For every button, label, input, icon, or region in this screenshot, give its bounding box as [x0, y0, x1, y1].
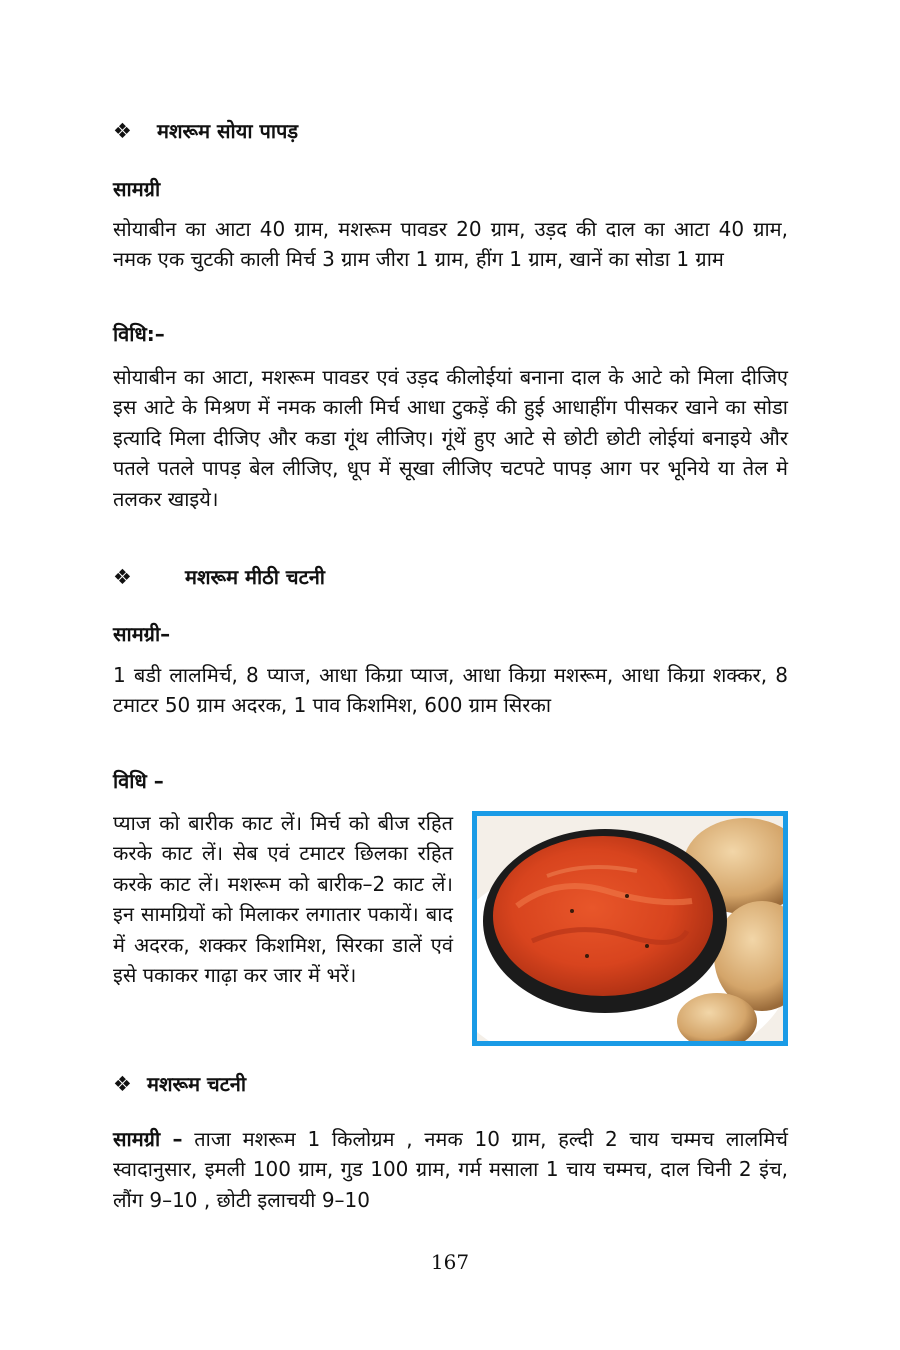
section-2-title	[113, 563, 325, 590]
section-1-ingredients: सोयाबीन का आटा 40 ग्राम, मशरूम पावडर 20 ग्राम, उड़द की दाल का आटा 40 ग्राम, नमक एक चुटकी काली मिर्च 3 ग्राम जीरा 1 ग्राम, हींग 1 ग्राम, खानें का सोडा 1 ग्राम	[113, 217, 788, 272]
section-3-ingredients-text: ताजा मशरूम 1 किलोग्रम , नमक 10 ग्राम, हल्दी 2 चाय चम्मच लालमिर्च स्वादानुसार, इमली 100 ग्राम, गुड 100 ग्राम, गर्म मसाला 1 चाय चम्मच, दाल चिनी 2 इंच, लौंग 9–10 , छोटी इलाचयी 9–10	[113, 1127, 789, 1212]
section-1-ingredients-label: सामग्री	[113, 177, 161, 201]
section-1-method: सोयाबीन का आटा, मशरूम पावडर एवं उड़द कीलोईयां बनाना दाल के आटे को मिला दीजिए इस आटे के मिश्रण में नमक काली मिर्च आधा टुकड़ें की हुई आधाहींग पीसकर खाने का सोडा इत्यादि मिला दीजिए और कडा गूंथ लीजिए। गूंथें हुए आटे से छोटी छोटी लोईयां बनाइये और पतले पतले पापड़ बेल लीजिए, धूप में सूखा लीजिए चटपटे पापड़ आग पर भूनिये या तेल मे तलकर खाइये।	[113, 365, 788, 511]
section-2-method-label: विधि –	[113, 769, 164, 793]
section-3-ingredients	[113, 1124, 788, 1215]
section-3-title	[113, 1070, 246, 1097]
section-3-title-text: मशरूम चटनी	[147, 1072, 247, 1096]
section-2-ingredients-label: सामग्री–	[113, 622, 171, 646]
section-1-title	[113, 117, 298, 144]
diamond-bullet-icon: ❖	[113, 565, 132, 589]
section-1-method-label: विधि:–	[113, 322, 165, 346]
section-2-method: प्याज को बारीक काट लें। मिर्च को बीज रहित करके काट लें। सेब एवं टमाटर छिलका रहित करके काट लें। मशरूम को बारीक–2 काट लें। इन सामग्रियों को मिलाकर लगातार पकायें। बाद में अदरक, शक्कर किशमिश, सिरका डालें एवं इसे पकाकर गाढ़ा कर जार में भरें।	[113, 811, 453, 988]
section-1-title-text: मशरूम सोया पापड़	[157, 119, 299, 143]
section-3-ingredients-label: सामग्री –	[113, 1127, 183, 1151]
chutney-bowl-illustration	[477, 816, 783, 1041]
chutney-photo	[472, 811, 788, 1046]
section-2-ingredients: 1 बडी लालमिर्च, 8 प्याज, आधा किग्रा प्याज, आधा किग्रा मशरूम, आधा किग्रा शक्कर, 8 टमाटर 50 ग्राम अदरक, 1 पाव किशमिश, 600 ग्राम सिरका	[113, 663, 788, 718]
diamond-bullet-icon: ❖	[113, 1072, 132, 1096]
diamond-bullet-icon: ❖	[113, 119, 132, 143]
page-number: 167	[430, 1250, 470, 1274]
section-2-title-text: मशरूम मीठी चटनी	[185, 565, 325, 589]
